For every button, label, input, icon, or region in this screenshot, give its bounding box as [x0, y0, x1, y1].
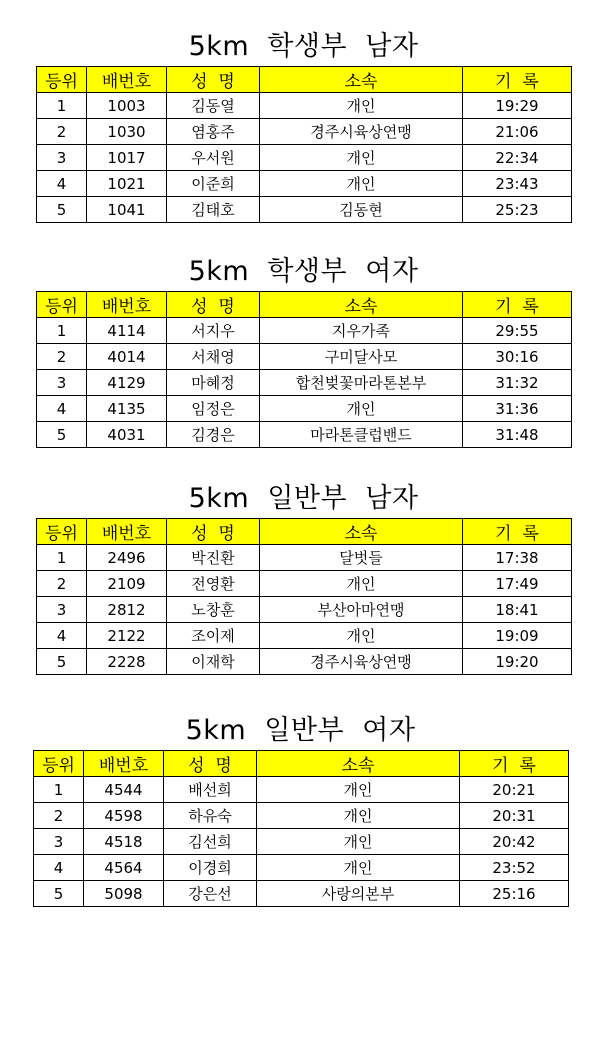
cell-club: 개인 [260, 396, 463, 422]
cell-club: 구미달사모 [260, 344, 463, 370]
table-row [37, 119, 572, 145]
cell-bib: 4598 [84, 803, 164, 829]
header-record: 기 록 [460, 751, 569, 777]
cell-rank: 1 [37, 93, 87, 119]
table-header-row [37, 292, 572, 318]
header-club: 소속 [260, 67, 463, 93]
cell-name: 서지우 [167, 318, 260, 344]
table-row [37, 197, 572, 223]
cell-bib: 2496 [87, 545, 167, 571]
cell-bib: 2109 [87, 571, 167, 597]
cell-record: 17:49 [463, 571, 572, 597]
cell-record: 20:31 [460, 803, 569, 829]
cell-bib: 4129 [87, 370, 167, 396]
cell-record: 19:29 [463, 93, 572, 119]
cell-bib: 5098 [84, 881, 164, 907]
cell-club: 개인 [260, 171, 463, 197]
table-row [34, 855, 569, 881]
cell-name: 이경희 [164, 855, 257, 881]
cell-record: 19:09 [463, 623, 572, 649]
cell-record: 23:52 [460, 855, 569, 881]
cell-bib: 1041 [87, 197, 167, 223]
cell-bib: 4564 [84, 855, 164, 881]
header-rank: 등위 [37, 292, 87, 318]
cell-record: 17:38 [463, 545, 572, 571]
cell-rank: 5 [37, 197, 87, 223]
cell-rank: 2 [37, 344, 87, 370]
table-row [37, 396, 572, 422]
cell-club: 개인 [257, 829, 460, 855]
cell-club: 김동현 [260, 197, 463, 223]
cell-name: 박진환 [167, 545, 260, 571]
section-title-general-male: 5km 일반부 남자 [188, 483, 419, 514]
cell-name: 하유숙 [164, 803, 257, 829]
cell-record: 25:23 [463, 197, 572, 223]
cell-club: 개인 [260, 571, 463, 597]
table-row [37, 370, 572, 396]
section-title-student-female: 5km 학생부 여자 [188, 256, 419, 287]
cell-rank: 3 [37, 145, 87, 171]
header-bib: 배번호 [84, 751, 164, 777]
table-row [37, 145, 572, 171]
header-rank: 등위 [34, 751, 84, 777]
cell-bib: 1021 [87, 171, 167, 197]
header-bib: 배번호 [87, 519, 167, 545]
cell-name: 조이제 [167, 623, 260, 649]
cell-name: 이재학 [167, 649, 260, 675]
table-row [37, 171, 572, 197]
cell-name: 배선희 [164, 777, 257, 803]
cell-rank: 1 [37, 318, 87, 344]
cell-name: 임정은 [167, 396, 260, 422]
table-header-row [34, 751, 569, 777]
cell-club: 개인 [260, 145, 463, 171]
table-row [37, 571, 572, 597]
cell-club: 지우가족 [260, 318, 463, 344]
cell-rank: 4 [34, 855, 84, 881]
cell-club: 마라톤클럽밴드 [260, 422, 463, 448]
cell-rank: 3 [34, 829, 84, 855]
header-name: 성 명 [167, 67, 260, 93]
cell-bib: 1030 [87, 119, 167, 145]
cell-club: 개인 [260, 623, 463, 649]
header-rank: 등위 [37, 519, 87, 545]
cell-rank: 4 [37, 623, 87, 649]
table-row [37, 422, 572, 448]
cell-name: 우서원 [167, 145, 260, 171]
cell-name: 김선희 [164, 829, 257, 855]
cell-rank: 2 [37, 571, 87, 597]
cell-name: 노창훈 [167, 597, 260, 623]
cell-club: 부산아마연맹 [260, 597, 463, 623]
table-row [34, 803, 569, 829]
cell-bib: 4544 [84, 777, 164, 803]
cell-record: 20:21 [460, 777, 569, 803]
cell-rank: 2 [37, 119, 87, 145]
cell-club: 사랑의본부 [257, 881, 460, 907]
cell-rank: 4 [37, 396, 87, 422]
table-row [37, 318, 572, 344]
cell-bib: 4014 [87, 344, 167, 370]
cell-name: 서채영 [167, 344, 260, 370]
cell-rank: 2 [34, 803, 84, 829]
cell-bib: 1003 [87, 93, 167, 119]
cell-club: 경주시육상연맹 [260, 119, 463, 145]
cell-rank: 1 [34, 777, 84, 803]
cell-record: 23:43 [463, 171, 572, 197]
table-header-row [37, 519, 572, 545]
header-club: 소속 [260, 519, 463, 545]
results-table-student-male [36, 66, 572, 223]
cell-rank: 3 [37, 370, 87, 396]
cell-name: 이준희 [167, 171, 260, 197]
table-row [37, 93, 572, 119]
header-rank: 등위 [37, 67, 87, 93]
cell-name: 강은선 [164, 881, 257, 907]
cell-name: 김태호 [167, 197, 260, 223]
cell-club: 개인 [257, 803, 460, 829]
header-club: 소속 [260, 292, 463, 318]
cell-name: 마혜정 [167, 370, 260, 396]
cell-name: 김경은 [167, 422, 260, 448]
results-table-general-male [36, 518, 572, 675]
header-record: 기 록 [463, 519, 572, 545]
cell-club: 개인 [260, 93, 463, 119]
table-row [37, 597, 572, 623]
header-club: 소속 [257, 751, 460, 777]
cell-club: 개인 [257, 777, 460, 803]
cell-record: 18:41 [463, 597, 572, 623]
cell-record: 25:16 [460, 881, 569, 907]
cell-rank: 4 [37, 171, 87, 197]
results-table-student-female [36, 291, 572, 448]
cell-bib: 4135 [87, 396, 167, 422]
cell-rank: 3 [37, 597, 87, 623]
table-row [37, 545, 572, 571]
cell-name: 염홍주 [167, 119, 260, 145]
header-name: 성 명 [167, 519, 260, 545]
cell-record: 31:48 [463, 422, 572, 448]
cell-bib: 4031 [87, 422, 167, 448]
section-title-general-female: 5km 일반부 여자 [185, 715, 416, 746]
table-row [34, 829, 569, 855]
cell-record: 20:42 [460, 829, 569, 855]
cell-bib: 2122 [87, 623, 167, 649]
table-row [34, 881, 569, 907]
header-record: 기 록 [463, 67, 572, 93]
cell-record: 29:55 [463, 318, 572, 344]
header-record: 기 록 [463, 292, 572, 318]
cell-bib: 4114 [87, 318, 167, 344]
cell-rank: 5 [37, 422, 87, 448]
cell-record: 30:16 [463, 344, 572, 370]
table-row [37, 623, 572, 649]
cell-record: 19:20 [463, 649, 572, 675]
header-name: 성 명 [164, 751, 257, 777]
cell-bib: 4518 [84, 829, 164, 855]
cell-name: 전영환 [167, 571, 260, 597]
table-row [37, 649, 572, 675]
table-row [37, 344, 572, 370]
cell-record: 31:32 [463, 370, 572, 396]
header-bib: 배번호 [87, 67, 167, 93]
results-table-general-female [33, 750, 569, 907]
cell-club: 달벗들 [260, 545, 463, 571]
cell-record: 31:36 [463, 396, 572, 422]
section-title-student-male: 5km 학생부 남자 [188, 31, 419, 62]
cell-bib: 1017 [87, 145, 167, 171]
cell-club: 경주시육상연맹 [260, 649, 463, 675]
cell-club: 개인 [257, 855, 460, 881]
cell-bib: 2228 [87, 649, 167, 675]
cell-rank: 5 [37, 649, 87, 675]
cell-record: 22:34 [463, 145, 572, 171]
header-name: 성 명 [167, 292, 260, 318]
header-bib: 배번호 [87, 292, 167, 318]
cell-club: 합천벚꽃마라톤본부 [260, 370, 463, 396]
cell-rank: 1 [37, 545, 87, 571]
table-row [34, 777, 569, 803]
table-header-row [37, 67, 572, 93]
cell-rank: 5 [34, 881, 84, 907]
cell-record: 21:06 [463, 119, 572, 145]
cell-name: 김동열 [167, 93, 260, 119]
cell-bib: 2812 [87, 597, 167, 623]
